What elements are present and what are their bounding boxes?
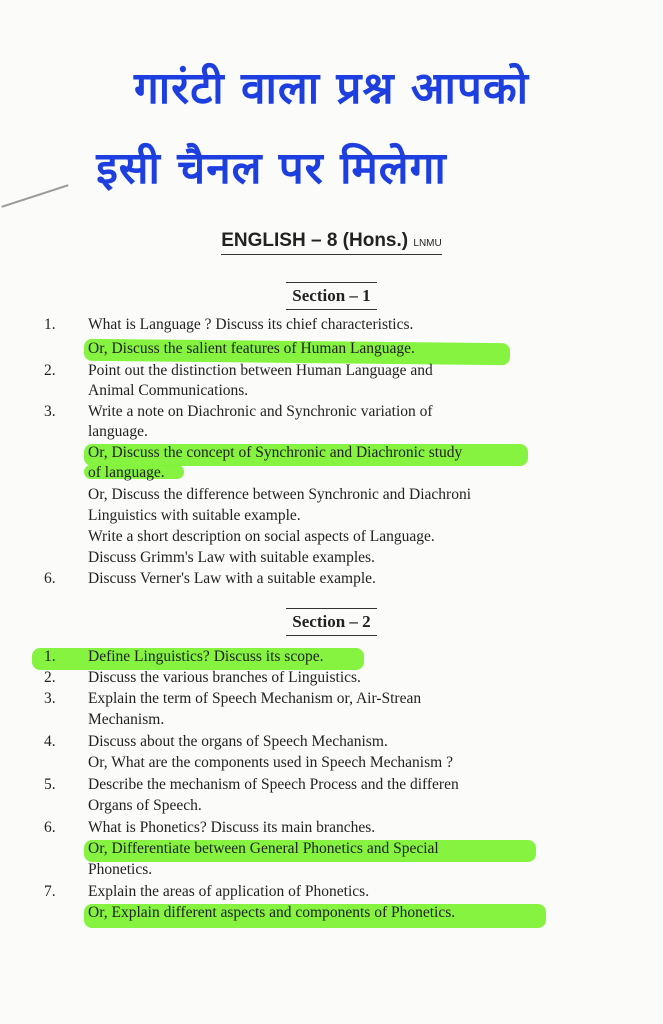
question-line: Animal Communications.: [88, 382, 249, 399]
question-line: Define Linguistics? Discuss its scope.: [88, 648, 324, 665]
question-line: Explain the areas of application of Phonetics.: [88, 883, 370, 900]
university-name: LNMU: [413, 238, 442, 249]
question-number: 4.: [44, 733, 56, 750]
question-line: Discuss Grimm's Law with suitable examples.: [88, 549, 375, 566]
question-line: Explain the term of Speech Mechanism or, Air-Strean: [88, 690, 422, 707]
course-title: ENGLISH – 8 (Hons.): [221, 230, 409, 251]
banner-line-2: इसी चैनल पर मिलेगा: [96, 143, 447, 194]
question-line: Phonetics.: [88, 861, 153, 878]
question-number: 5.: [44, 776, 56, 793]
question-line: of language.: [88, 464, 165, 481]
question-line: Write a short description on social aspects of Language.: [88, 528, 435, 545]
question-line: Describe the mechanism of Speech Process and the differen: [88, 776, 459, 793]
question-number: 3.: [44, 403, 56, 420]
question-line: Discuss the various branches of Linguistics.: [88, 669, 361, 686]
question-line: Or, Discuss the salient features of Human Language.: [88, 340, 415, 357]
question-line: language.: [88, 423, 148, 440]
question-line: Mechanism.: [88, 711, 165, 728]
banner-line-1: गारंटी वाला प्रश्न आपको: [133, 63, 530, 114]
question-line: Or, Discuss the difference between Synchronic and Diachroni: [88, 486, 472, 503]
section-2-heading: Section – 2: [0, 608, 663, 636]
question-number: 6.: [44, 819, 56, 836]
question-number: 1.: [44, 316, 56, 333]
question-number: 1.: [44, 648, 56, 665]
question-line: Discuss about the organs of Speech Mechanism.: [88, 733, 388, 750]
question-line: Point out the distinction between Human Language and: [88, 362, 433, 379]
question-number: 7.: [44, 883, 56, 900]
course-title-block: [0, 230, 663, 252]
question-number: 6.: [44, 570, 56, 587]
question-line: What is Phonetics? Discuss its main branches.: [88, 819, 376, 836]
section-1-heading: Section – 1: [0, 282, 663, 310]
question-line: Or, What are the components used in Speech Mechanism ?: [88, 754, 453, 771]
question-line: Organs of Speech.: [88, 797, 202, 814]
question-line: Discuss Verner's Law with a suitable example.: [88, 570, 376, 587]
question-line: Or, Explain different aspects and components of Phonetics.: [88, 904, 456, 921]
question-number: 3.: [44, 690, 56, 707]
question-line: Linguistics with suitable example.: [88, 507, 301, 524]
question-line: Or, Discuss the concept of Synchronic and Diachronic study: [88, 444, 463, 461]
question-line: Or, Differentiate between General Phonetics and Special: [88, 840, 439, 857]
question-line: Write a note on Diachronic and Synchronic variation of: [88, 403, 433, 420]
question-number: 2.: [44, 669, 56, 686]
question-number: 2.: [44, 362, 56, 379]
question-line: What is Language ? Discuss its chief characteristics.: [88, 316, 414, 333]
